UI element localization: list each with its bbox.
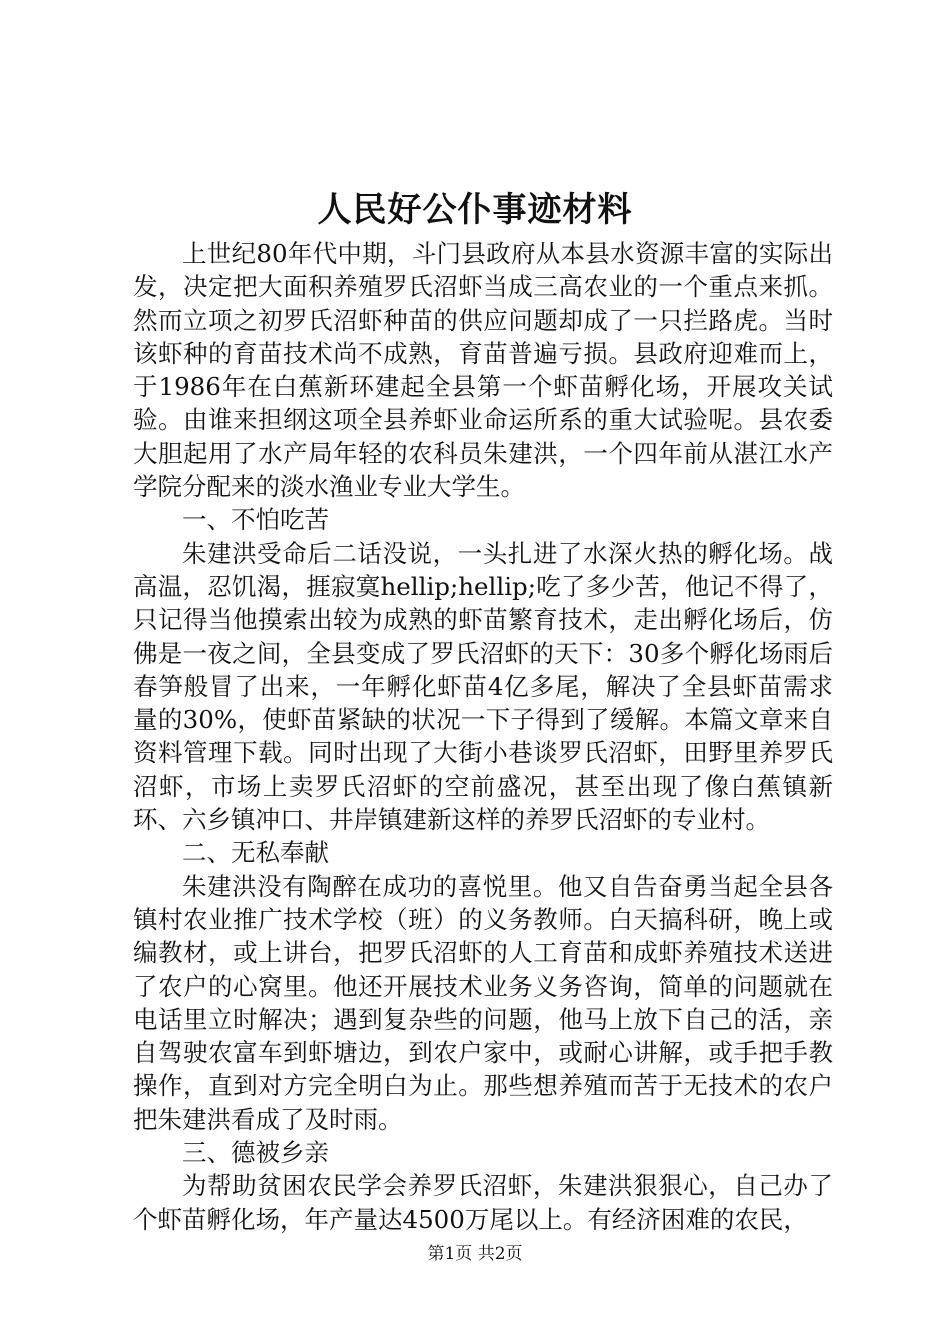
page-number-footer: 第1页 共2页 [427,1244,523,1264]
paragraph-section-2: 朱建洪没有陶醉在成功的喜悦里。他又自告奋勇当起全县各镇村农业推广技术学校（班）的义务教师。白天搞科研，晚上或编教材，或上讲台，把罗氏沼虾的人工育苗和成虾养殖技术送进了农户的心窝里。他还开展技术业务义务咨询，简单的问题就在电话里立时解决；遇到复杂些的问题，他马上放下自己的活，亲自驾驶农富车到虾塘边，到农户家中，或耐心讲解，或手把手教操作，直到对方完全明白为止。那些想养殖而苦于无技术的农户把朱建洪看成了及时雨。 [133,871,833,1134]
paragraph-section-3: 为帮助贫困农民学会养罗氏沼虾，朱建洪狠狠心，自己办了个虾苗孵化场，年产量达4500万尾以上。有经济困难的农民， [133,1171,833,1234]
paragraph-intro: 上世纪80年代中期，斗门县政府从本县水资源丰富的实际出发，决定把大面积养殖罗氏沼虾当成三高农业的一个重点来抓。然而立项之初罗氏沼虾种苗的供应问题却成了一只拦路虎。当时该虾种的育苗技术尚不成熟，育苗普遍亏损。县政府迎难而上，于1986年在白蕉新环建起全县第一个虾苗孵化场，开展攻关试验。由谁来担纲这项全县养虾业命运所系的重大试验呢。县农委大胆起用了水产局年轻的农科员朱建洪，一个四年前从湛江水产学院分配来的淡水渔业专业大学生。 [133,239,833,502]
section-heading-1: 一、不怕吃苦 [182,505,329,535]
document-title: 人民好公仆事迹材料 [317,190,633,230]
paragraph-section-1: 朱建洪受命后二话没说，一头扎进了水深火热的孵化场。战高温，忍饥渴，捱寂寞hellip;hellip;吃了多少苦，他记不得了，只记得当他摸索出较为成熟的虾苗繁育技术，走出孵化场后，仿佛是一夜之间，全县变成了罗氏沼虾的天下：30多个孵化场雨后春笋般冒了出来，一年孵化虾苗4亿多尾，解决了全县虾苗需求量的30%，使虾苗紧缺的状况一下子得到了缓解。本篇文章来自资料管理下载。同时出现了大街小巷谈罗氏沼虾，田野里养罗氏沼虾，市场上卖罗氏沼虾的空前盛况，甚至出现了像白蕉镇新环、六乡镇冲口、井岸镇建新这样的养罗氏沼虾的专业村。 [133,538,833,835]
document-body [133,237,833,1236]
section-heading-2: 二、无私奉献 [182,838,329,868]
section-heading-3: 三、德被乡亲 [182,1138,329,1168]
